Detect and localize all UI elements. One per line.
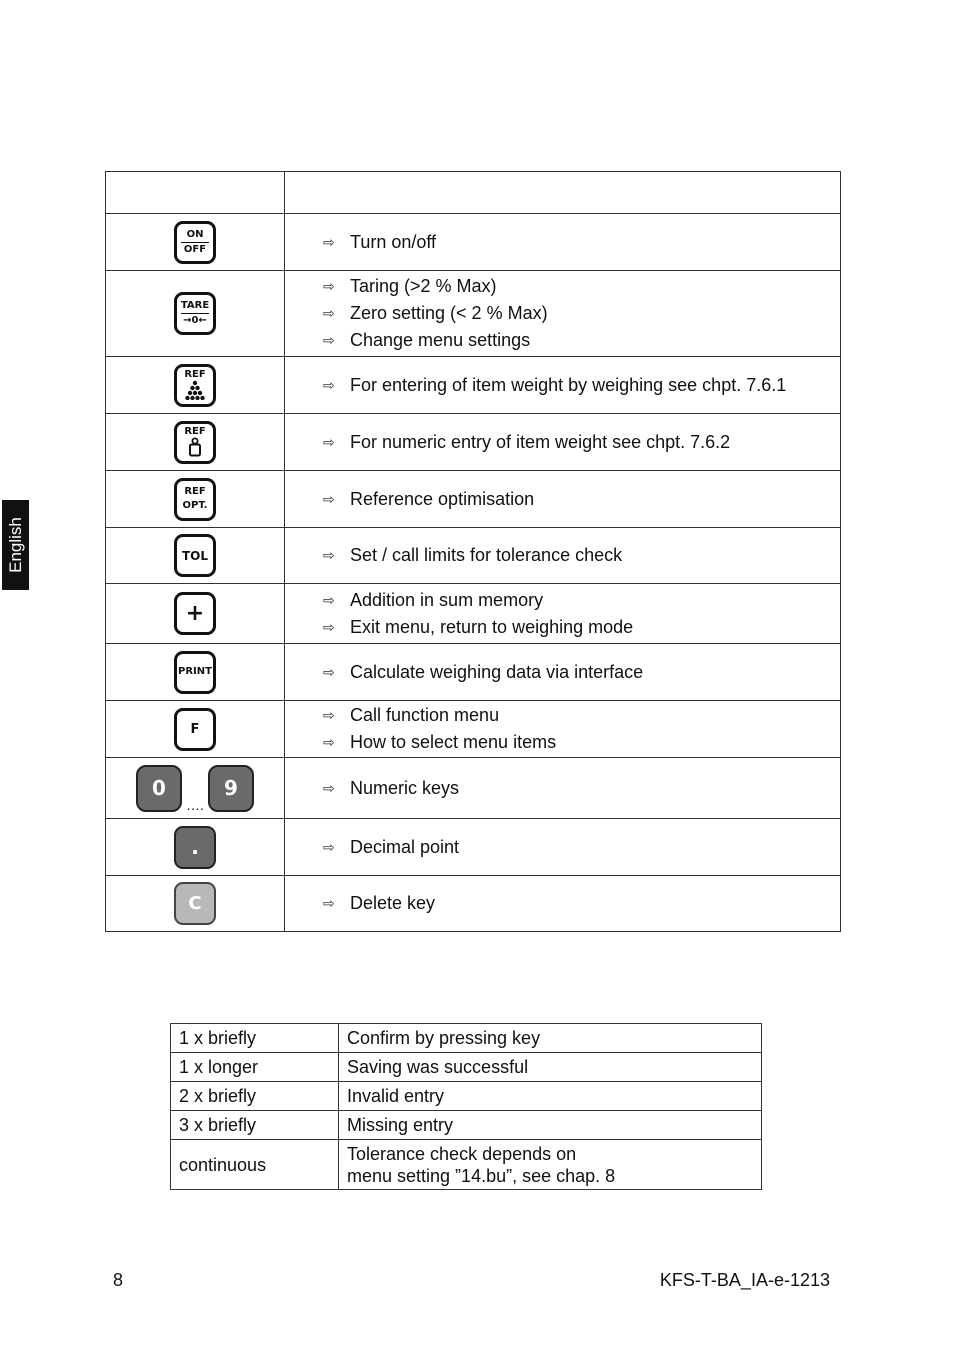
list-item: ⇨ Addition in sum memory [323, 587, 840, 614]
table-row [106, 214, 841, 271]
on-off-key-icon: ON OFF [174, 221, 216, 264]
list-item: ⇨ Numeric keys [323, 775, 840, 802]
table-row [106, 414, 841, 471]
table-row [106, 357, 841, 414]
table-row [106, 584, 841, 644]
header-cell-key [106, 172, 285, 214]
arrow-right-icon: ⇨ [323, 433, 335, 450]
numeric-key-0-icon: 0 [136, 765, 182, 812]
arrow-right-icon: ⇨ [323, 838, 335, 855]
table-row: 3 x briefly Missing entry [171, 1111, 762, 1140]
page-number: 8 [113, 1270, 124, 1290]
table-row [106, 701, 841, 758]
table-row [106, 819, 841, 876]
list-item: ⇨ Call function menu [323, 702, 840, 729]
language-tab-label: English [5, 517, 25, 573]
document-id: KFS-T-BA_IA-e-1213 [659, 1270, 830, 1290]
tare-key-icon: TARE →0← [174, 292, 216, 335]
arrow-right-icon: ⇨ [323, 332, 335, 348]
arrow-right-icon: ⇨ [323, 376, 335, 393]
list-item: ⇨ Decimal point [323, 834, 840, 861]
list-item: ⇨ Exit menu, return to weighing mode [323, 614, 840, 641]
table-header-row [106, 172, 841, 214]
table-row [106, 644, 841, 701]
arrow-right-icon: ⇨ [323, 547, 335, 563]
arrow-right-icon: ⇨ [323, 278, 335, 294]
arrow-right-icon: ⇨ [323, 895, 335, 911]
beep-signal-table [170, 1023, 762, 1190]
list-item: ⇨ Turn on/off [323, 229, 840, 256]
list-item: ⇨ For entering of item weight by weighing see chpt. 7.6.1 [323, 372, 840, 399]
table-row: 2 x briefly Invalid entry [171, 1082, 762, 1111]
list-item: ⇨ Set / call limits for tolerance check [323, 542, 840, 569]
list-item: ⇨ Change menu settings [323, 327, 840, 354]
plus-key-icon: + [174, 592, 216, 635]
arrow-right-icon: ⇨ [323, 490, 335, 507]
arrow-right-icon: ⇨ [323, 663, 335, 680]
arrow-right-icon: ⇨ [323, 707, 335, 723]
numeric-key-9-icon: 9 [208, 765, 254, 812]
arrow-right-icon: ⇨ [323, 779, 335, 796]
list-item: ⇨ How to select menu items [323, 729, 840, 756]
list-item: ⇨ Taring (>2 % Max) [323, 273, 840, 300]
arrow-right-icon: ⇨ [323, 734, 335, 750]
print-key-icon: PRINT [174, 651, 216, 694]
table-row: 1 x longer Saving was successful [171, 1053, 762, 1082]
arrow-right-icon: ⇨ [323, 618, 335, 635]
list-item: ⇨ Delete key [323, 890, 840, 917]
list-item: ⇨ Calculate weighing data via interface [323, 659, 840, 686]
table-row: continuous Tolerance check depends on menu setting ”14.bu”, see chap. 8 [171, 1140, 762, 1190]
decimal-point-key-icon: . [174, 826, 216, 869]
table-row [106, 471, 841, 528]
table-row [106, 271, 841, 357]
delete-key-icon: C [174, 882, 216, 925]
weight-icon [187, 437, 203, 457]
item-pile-icon [183, 380, 207, 400]
ref-opt-key-icon: REF OPT. [174, 478, 216, 521]
list-item: ⇨ Reference optimisation [323, 486, 840, 513]
key-function-table [105, 171, 841, 932]
ref-weigh-key-icon: REF [174, 364, 216, 407]
table-row [106, 876, 841, 932]
arrow-right-icon: ⇨ [323, 233, 335, 250]
ellipsis: …. [186, 796, 204, 813]
tol-key-icon: TOL [174, 534, 216, 577]
list-item: ⇨ Zero setting (< 2 % Max) [323, 300, 840, 327]
list-item: ⇨ For numeric entry of item weight see chpt. 7.6.2 [323, 429, 840, 456]
header-cell-function [285, 172, 841, 214]
arrow-right-icon: ⇨ [323, 305, 335, 321]
language-tab [2, 500, 29, 590]
arrow-right-icon: ⇨ [323, 591, 335, 608]
ref-numeric-key-icon: REF [174, 421, 216, 464]
table-row [106, 758, 841, 819]
table-row [106, 528, 841, 584]
table-row: 1 x briefly Confirm by pressing key [171, 1024, 762, 1053]
function-key-icon: F [174, 708, 216, 751]
